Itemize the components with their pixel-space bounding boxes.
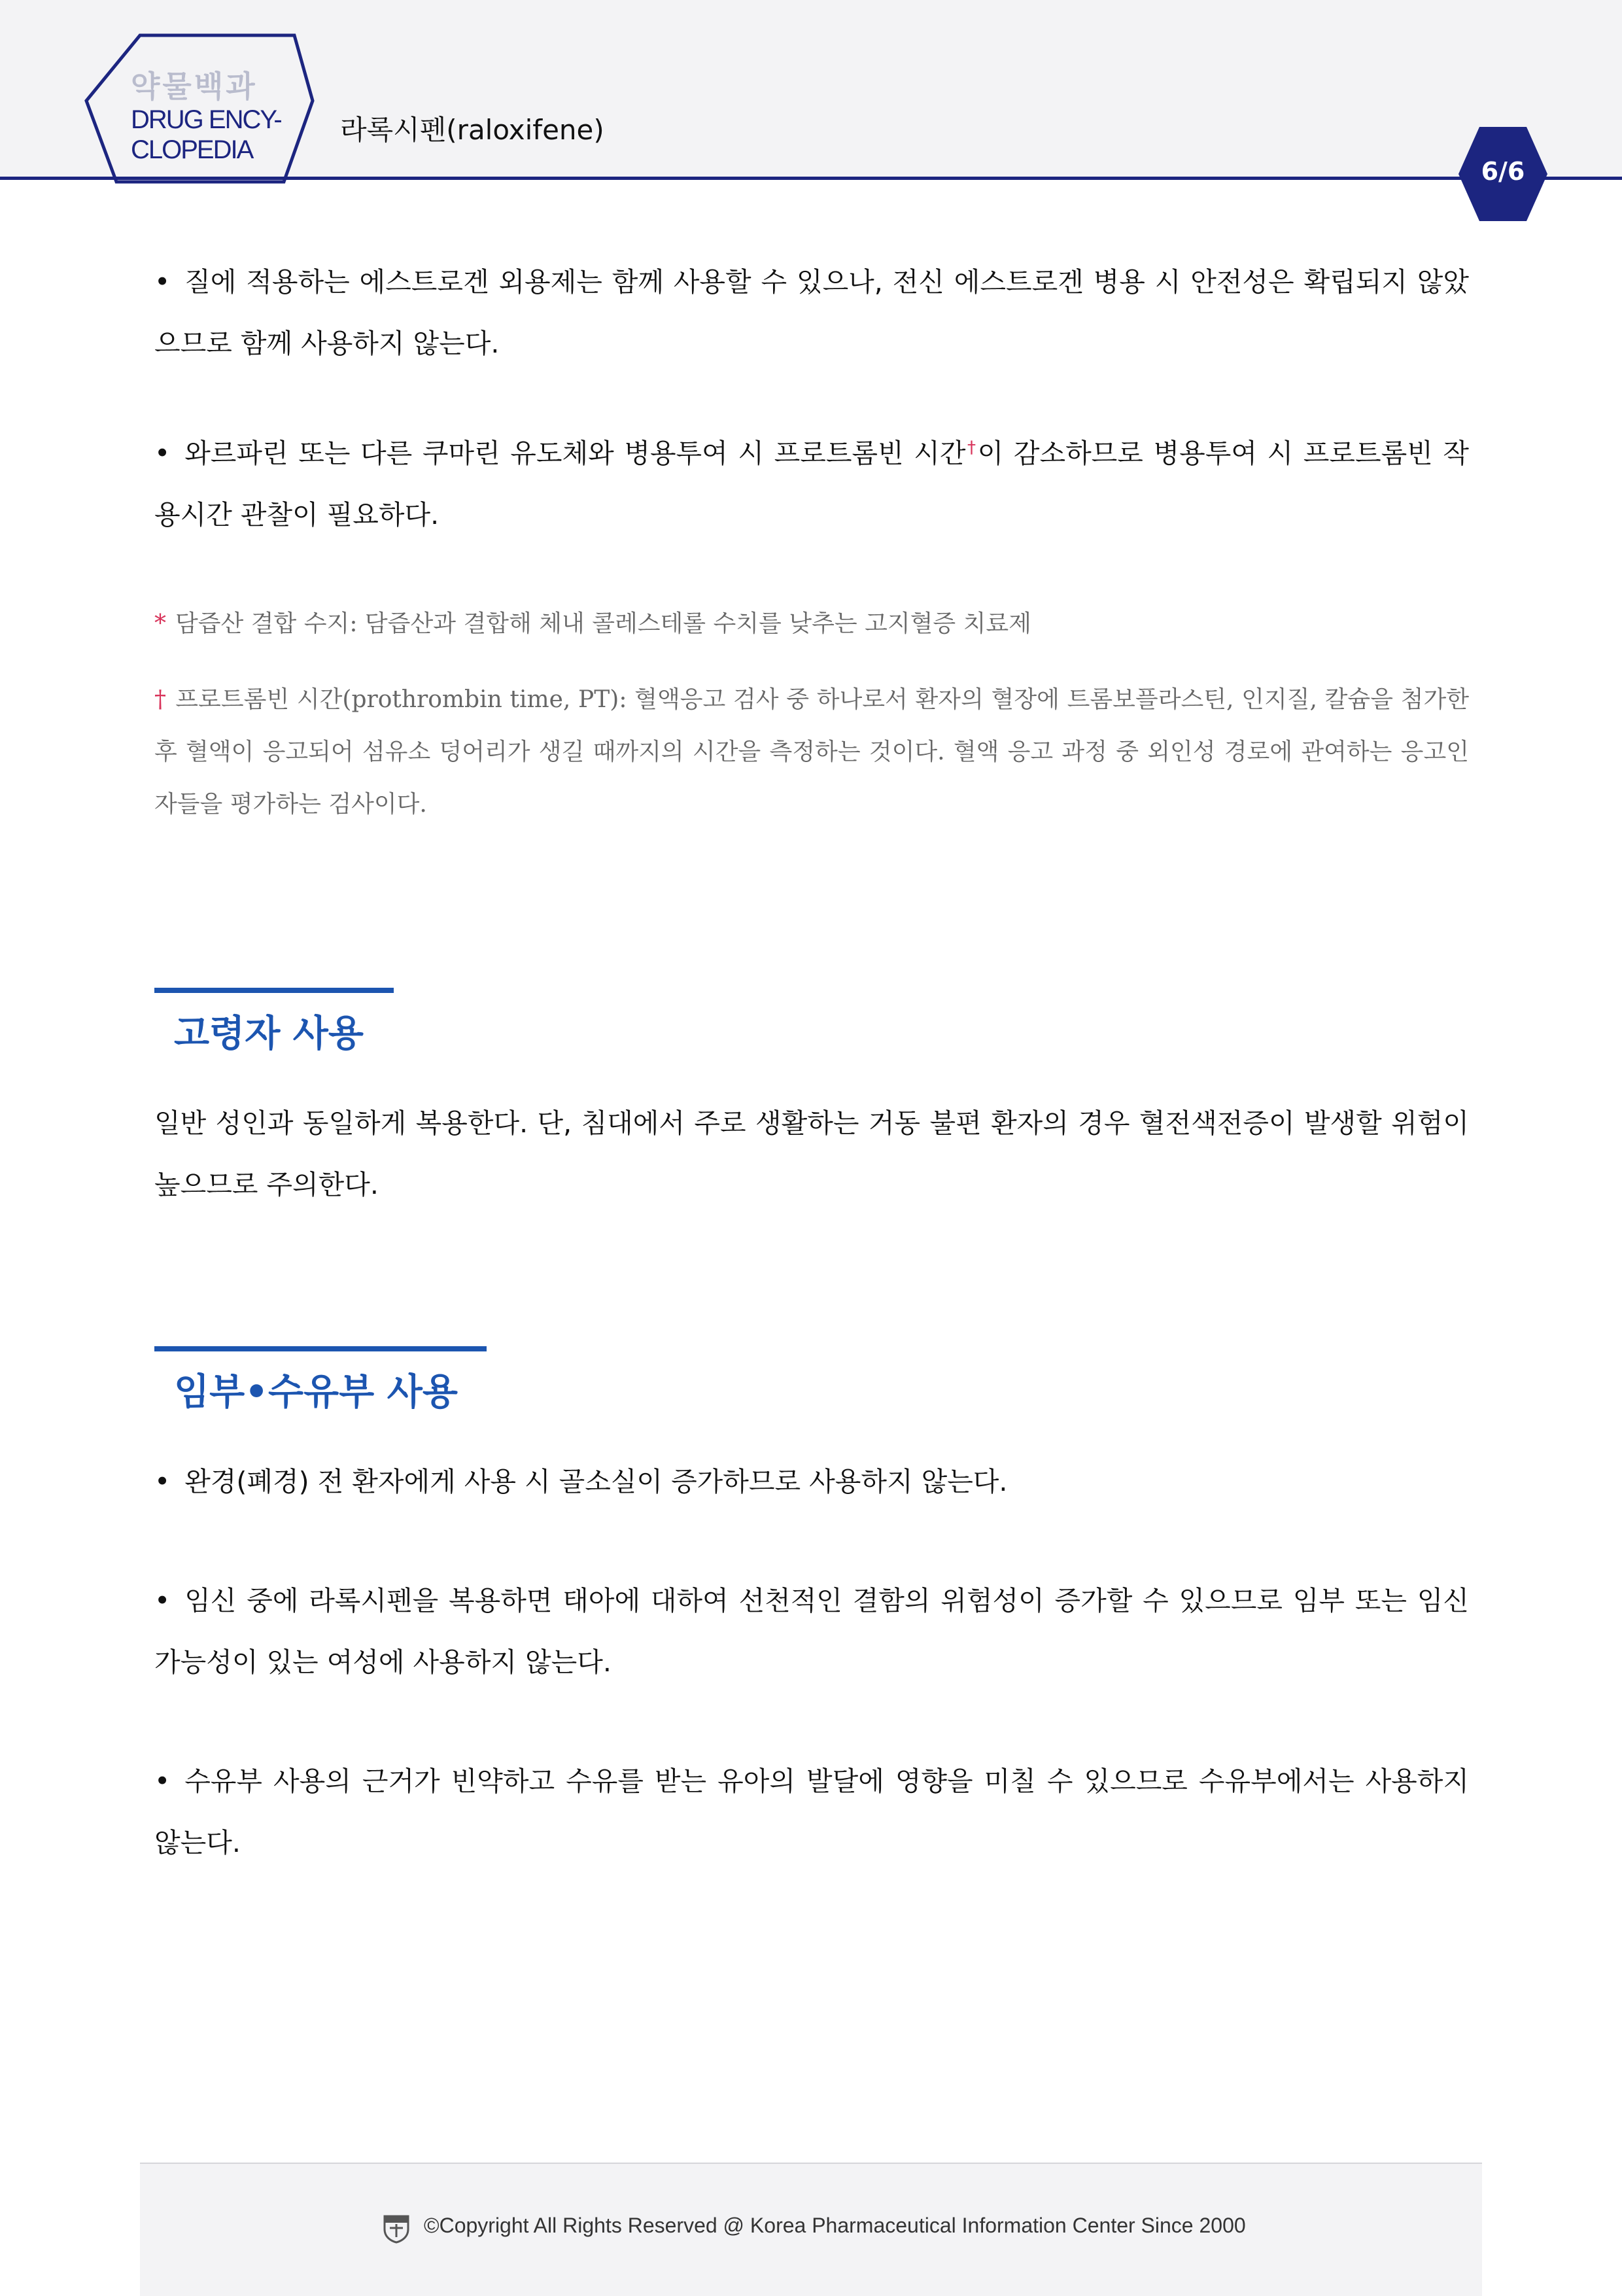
section-heading-elderly: 고령자 사용 (174, 1013, 364, 1055)
interaction-paragraph-2 (154, 423, 1469, 546)
pregnancy-text-1: 완경(폐경) 전 환자에게 사용 시 골소실이 증가하므로 사용하지 않는다. (184, 1466, 1008, 1497)
pregnancy-paragraph-2 (154, 1570, 1469, 1693)
logo-korean: 약물백과 (131, 69, 258, 103)
interaction-text-2a: 와르파린 또는 다른 쿠마린 유도체와 병용투여 시 프로트롬빈 시간 (184, 438, 966, 469)
logo-english-line2: CLOPEDIA (131, 135, 253, 164)
shield-emblem-icon (382, 2214, 411, 2244)
interaction-paragraph-1 (154, 251, 1469, 374)
elderly-paragraph: 일반 성인과 동일하게 복용한다. 단, 침대에서 주로 생활하는 거동 불편 환자의 경우 혈전색전증이 발생할 위험이 높으므로 주의한다. (154, 1107, 1469, 1200)
document-title: 라록시펜(raloxifene) (340, 114, 604, 146)
logo-english-line1: DRUG ENCY- (131, 105, 281, 134)
bullet: • (154, 438, 171, 469)
section-rule-pregnancy (154, 1346, 487, 1351)
dagger-mark: † (154, 686, 167, 713)
interaction-text-2b: 이 감소하므로 병용투여 시 프로트롬빈 작용시간 관찰이 필요하다. (154, 438, 1470, 531)
footnote-1-text: 담즙산 결합 수지: 담즙산과 결합해 체내 콜레스테롤 수치를 낮추는 고지혈증 치료제 (175, 610, 1031, 637)
footnote-2 (154, 674, 1469, 831)
bullet: • (154, 1585, 171, 1616)
section-heading-pregnancy: 임부•수유부 사용 (174, 1371, 458, 1414)
dagger-footnote-mark: † (965, 438, 978, 458)
bullet: • (154, 1466, 171, 1497)
bullet: • (154, 266, 171, 298)
pregnancy-text-3: 수유부 사용의 근거가 빈약하고 수유를 받는 유아의 발달에 영향을 미칠 수 있으므로 수유부에서는 사용하지 않는다. (154, 1765, 1469, 1858)
footnote-2-text: 프로트롬빈 시간(prothrombin time, PT): 혈액응고 검사 중 하나로서 환자의 혈장에 트롬보플라스틴, 인지질, 칼슘을 첨가한 후 혈액이 응고되어 섬유소 덩어리가 생길 때까지의 시간을 측정하는 것이다. 혈액 응고 과정 중 외인성 경로에 관여하는 응고인자들을 평가하는 검사이다. (154, 686, 1469, 818)
pregnancy-paragraph-1 (154, 1451, 1469, 1512)
page-number: 6/6 (1481, 157, 1525, 186)
interaction-text-1: 질에 적용하는 에스트로겐 외용제는 함께 사용할 수 있으나, 전신 에스트로겐 병용 시 안전성은 확립되지 않았으므로 함께 사용하지 않는다. (154, 266, 1469, 359)
section-rule-elderly (154, 988, 394, 993)
copyright-text: ©Copyright All Rights Reserved @ Korea Pharmaceutical Information Center Since 2000 (424, 2214, 1246, 2237)
logo (131, 68, 320, 165)
asterisk-mark: * (154, 610, 166, 637)
footnote-1 (154, 598, 1469, 650)
pregnancy-text-2: 임신 중에 라록시펜을 복용하면 태아에 대하여 선천적인 결함의 위험성이 증가할 수 있으므로 임부 또는 임신 가능성이 있는 여성에 사용하지 않는다. (154, 1585, 1469, 1678)
pregnancy-paragraph-3 (154, 1750, 1469, 1873)
bullet: • (154, 1765, 171, 1797)
